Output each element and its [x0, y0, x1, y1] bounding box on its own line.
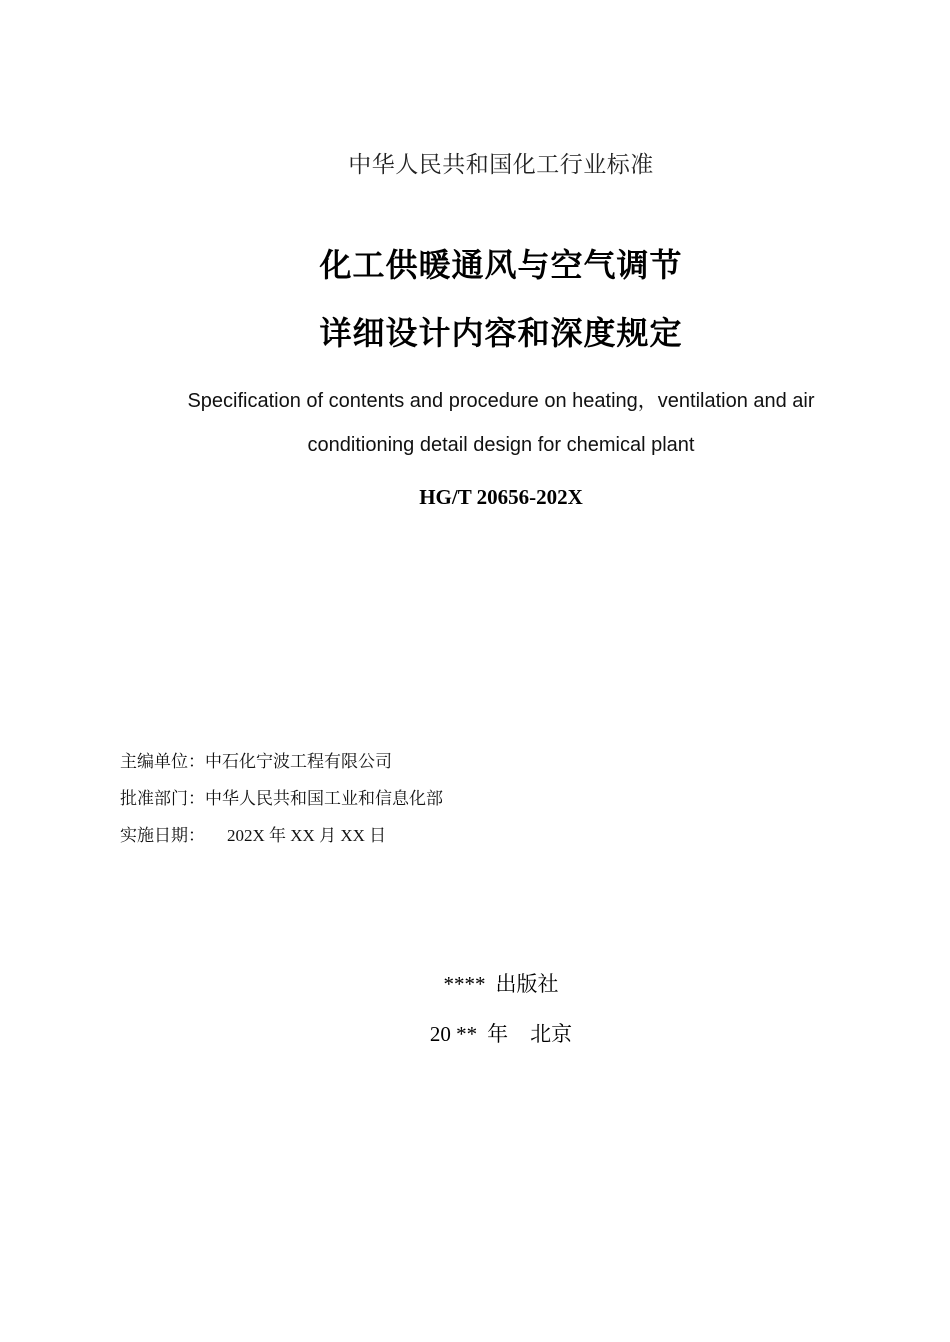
- effective-date-label: 实施日期：: [120, 826, 205, 846]
- editor-unit-row: [120, 747, 392, 772]
- standard-code: HG/T 20656-202X: [419, 485, 583, 509]
- title-cn-line-1: 化工供暖通风与空气调节: [319, 246, 683, 284]
- publisher-line: [26, 968, 950, 998]
- publication-year-line: [26, 1018, 950, 1048]
- publication-year: 20 **: [429, 1022, 478, 1046]
- effective-date-row: [120, 821, 386, 846]
- approver-label: 批准部门：: [120, 789, 205, 809]
- title-en-line-1: Specification of contents and procedure on heating，ventilation and air: [187, 390, 815, 412]
- effective-date-value: 202X 年 XX 月 XX 日: [227, 826, 387, 845]
- publisher-name: 出版社: [495, 972, 559, 996]
- publication-city: 北京: [530, 1022, 573, 1046]
- approver-value: 中华人民共和国工业和信息化部: [205, 789, 443, 809]
- title-en-line-2: conditioning detail design for chemical plant: [307, 434, 695, 456]
- publication-year-unit: 年: [487, 1022, 509, 1046]
- approver-row: [120, 784, 443, 809]
- editor-unit-label: 主编单位：: [120, 752, 205, 772]
- industry-standard-header: 中华人民共和国化工行业标准: [348, 152, 654, 178]
- editor-unit-value: 中石化宁波工程有限公司: [205, 752, 392, 772]
- title-cn-line-2: 详细设计内容和深度规定: [319, 314, 683, 352]
- publisher-stars: ****: [443, 972, 486, 996]
